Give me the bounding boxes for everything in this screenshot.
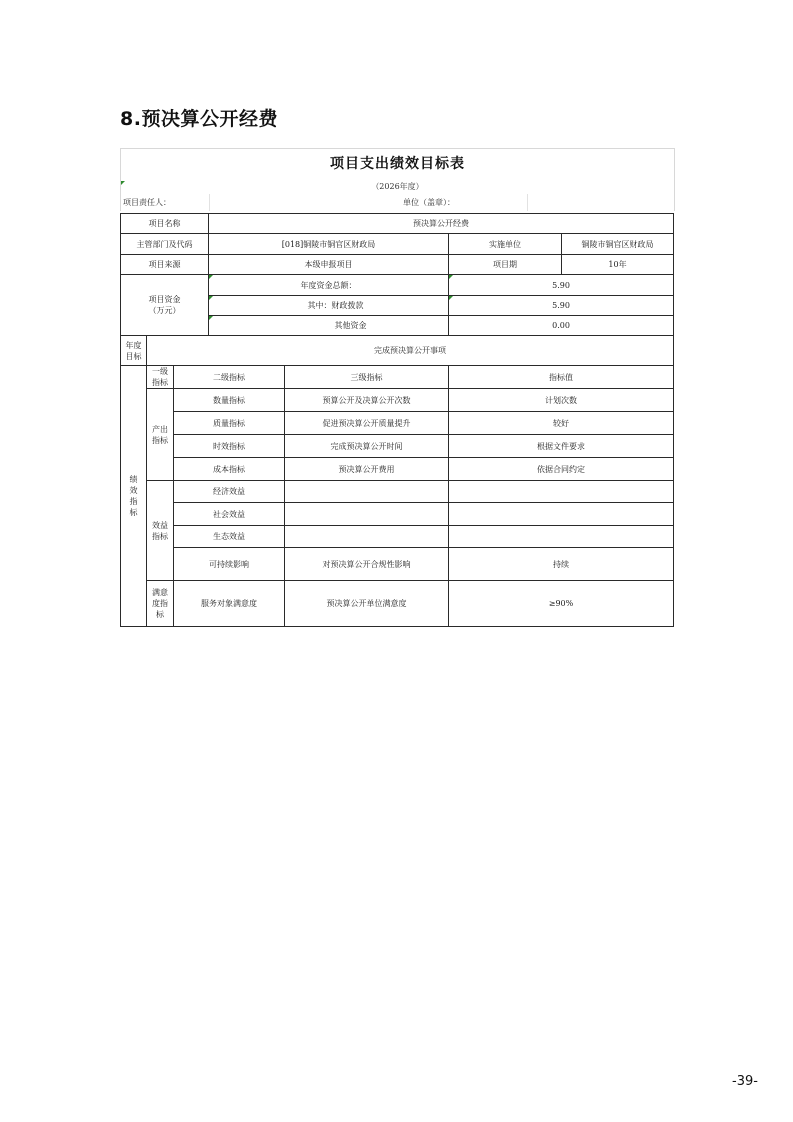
indicator-level3: 预决算公开单位满意度 — [285, 581, 449, 627]
table-row — [121, 275, 674, 296]
header-level2: 二级指标 — [174, 366, 285, 389]
period-value: 10年 — [562, 255, 674, 275]
funds-label: 项目资金 （万元） — [121, 275, 209, 336]
table-row — [121, 234, 674, 255]
indicator-header-row — [121, 366, 674, 389]
indicator-level2: 经济效益 — [174, 481, 285, 503]
table-row — [121, 255, 674, 275]
source-value: 本级申报项目 — [209, 255, 449, 275]
funds-other-label: 其他资金 — [209, 316, 449, 336]
indicator-level3: 促进预决算公开质量提升 — [285, 412, 449, 435]
indicator-value: 依据合同约定 — [449, 458, 674, 481]
indicator-level3 — [285, 503, 449, 526]
benefit-indicator-label: 效益 指标 — [147, 481, 174, 581]
goal-label: 年度 目标 — [121, 336, 147, 366]
indicator-level2: 成本指标 — [174, 458, 285, 481]
unit-label: 单位（盖章）： — [403, 198, 455, 207]
indicator-level2: 社会效益 — [174, 503, 285, 526]
indicator-level3: 完成预决算公开时间 — [285, 435, 449, 458]
table-row — [121, 548, 674, 581]
meta-divider — [527, 194, 528, 211]
indicator-level3 — [285, 526, 449, 548]
table-row — [121, 458, 674, 481]
indicator-level2: 生态效益 — [174, 526, 285, 548]
goal-value: 完成预决算公开事项 — [147, 336, 674, 366]
owner-label: 项目责任人： — [123, 198, 171, 207]
table-row — [121, 412, 674, 435]
table-row — [121, 581, 674, 627]
indicator-level3: 对预决算公开合规性影响 — [285, 548, 449, 581]
indicator-value: 根据文件要求 — [449, 435, 674, 458]
cell-marker-icon — [449, 275, 453, 279]
funds-fiscal-label: 其中：财政拨款 — [209, 296, 449, 316]
performance-table — [120, 213, 674, 627]
cell-marker-icon — [209, 296, 213, 300]
dept-label: 主管部门及代码 — [121, 234, 209, 255]
header-level1: 一级 指标 — [147, 366, 174, 389]
cell-marker-icon — [209, 275, 213, 279]
table-row — [121, 435, 674, 458]
form-title: 项目支出绩效目标表 — [330, 156, 465, 172]
funds-other-value: 0.00 — [449, 316, 674, 336]
indicator-value: 持续 — [449, 548, 674, 581]
table-row — [121, 503, 674, 526]
indicator-level3: 预决算公开费用 — [285, 458, 449, 481]
impl-label: 实施单位 — [449, 234, 562, 255]
indicator-level2: 服务对象满意度 — [174, 581, 285, 627]
indicator-value — [449, 481, 674, 503]
indicator-level2: 可持续影响 — [174, 548, 285, 581]
form-year-text: （2026年度） — [371, 182, 424, 191]
dept-value: [018]铜陵市铜官区财政局 — [209, 234, 449, 255]
indicator-value: 计划次数 — [449, 389, 674, 412]
cell-marker-icon — [209, 316, 213, 320]
page-number: -39- — [732, 1074, 758, 1089]
form-year — [121, 180, 674, 194]
funds-fiscal-value: 5.90 — [449, 296, 674, 316]
form-meta-row — [121, 194, 674, 211]
indicator-level2: 数量指标 — [174, 389, 285, 412]
indicator-level3 — [285, 481, 449, 503]
indicator-side-label: 绩 效 指 标 — [121, 366, 147, 627]
indicator-value — [449, 503, 674, 526]
output-indicator-label: 产出 指标 — [147, 389, 174, 481]
funds-total-label: 年度资金总额： — [209, 275, 449, 296]
indicator-level2: 时效指标 — [174, 435, 285, 458]
indicator-level3: 预算公开及决算公开次数 — [285, 389, 449, 412]
meta-divider — [209, 194, 210, 211]
table-row — [121, 214, 674, 234]
indicator-value: 较好 — [449, 412, 674, 435]
satisfaction-indicator-label: 满意 度指 标 — [147, 581, 174, 627]
table-row — [121, 526, 674, 548]
period-label: 项目期 — [449, 255, 562, 275]
indicator-value: ≥90% — [449, 581, 674, 627]
table-row — [121, 336, 674, 366]
header-value: 指标值 — [449, 366, 674, 389]
impl-value: 铜陵市铜官区财政局 — [562, 234, 674, 255]
form-header — [120, 148, 675, 211]
source-label: 项目来源 — [121, 255, 209, 275]
table-row — [121, 389, 674, 412]
project-name-label: 项目名称 — [121, 214, 209, 234]
indicator-level2: 质量指标 — [174, 412, 285, 435]
project-name-value: 预决算公开经费 — [209, 214, 674, 234]
funds-total-value: 5.90 — [449, 275, 674, 296]
cell-marker-icon — [449, 296, 453, 300]
table-row — [121, 481, 674, 503]
header-level3: 三级指标 — [285, 366, 449, 389]
indicator-value — [449, 526, 674, 548]
cell-marker-icon — [121, 181, 125, 185]
section-heading: 8.预决算公开经费 — [120, 108, 278, 130]
